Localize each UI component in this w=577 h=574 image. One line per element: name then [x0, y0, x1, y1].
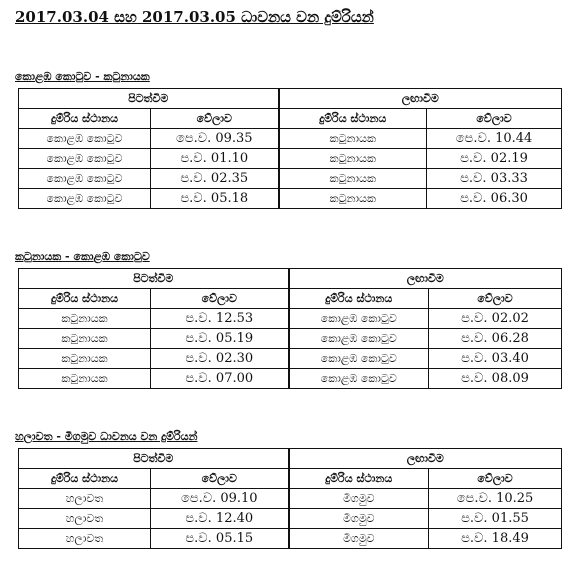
- departure-time: ප.ව. 07.00: [151, 369, 289, 389]
- table-row: [19, 509, 562, 529]
- arrival-header: ලඟාවීම: [289, 449, 562, 469]
- departure-station: හලාවත: [19, 529, 151, 549]
- departure-station: කොළඹ කොටුව: [19, 169, 151, 189]
- departure-time: ප.ව. 05.15: [151, 529, 289, 549]
- table-row: [19, 329, 562, 349]
- table-row: [19, 129, 562, 149]
- arrival-station: කටුනායක: [279, 149, 427, 169]
- arrival-time: ප.ව. 02.02: [429, 309, 562, 329]
- arrival-station: කොළඹ කොටුව: [289, 329, 429, 349]
- station-column-header: දුම්රිය ස්ථානය: [289, 289, 429, 309]
- section-heading-katunayake-colombo: කටුනායක - කොළඹ කොටුව: [15, 250, 150, 263]
- station-column-header: දුම්රිය ස්ථානය: [19, 469, 151, 489]
- arrival-station: කටුනායක: [279, 129, 427, 149]
- arrival-header: ලඟාවීම: [279, 89, 562, 109]
- arrival-time: ප.ව. 02.19: [427, 149, 562, 169]
- station-column-header: දුම්රිය ස්ථානය: [289, 469, 429, 489]
- timetable-colombo-katunayake: [18, 88, 562, 209]
- arrival-time: ප.ව. 03.33: [427, 169, 562, 189]
- time-column-header: වේලාව: [427, 109, 562, 129]
- departure-time: ප.ව. 05.19: [151, 329, 289, 349]
- page-title: 2017.03.04 සහ 2017.03.05 ධාවනය වන දුම්රියන්: [15, 8, 374, 26]
- departure-station: කටුනායක: [19, 369, 151, 389]
- time-column-header: වේලාව: [151, 289, 289, 309]
- arrival-header: ලඟාවීම: [289, 269, 562, 289]
- table-row: [19, 149, 562, 169]
- section-heading-halawatha-negombo: හලාවත - මීගමුව ධාවනය වන දුම්රියන්: [15, 430, 198, 443]
- table-row: [19, 189, 562, 209]
- arrival-time: ප.ව. 01.55: [429, 509, 562, 529]
- arrival-time: ප.ව. 08.09: [429, 369, 562, 389]
- departure-station: කටුනායක: [19, 349, 151, 369]
- departure-station: කොළඹ කොටුව: [19, 189, 151, 209]
- departure-time: පෙ.ව. 09.35: [151, 129, 279, 149]
- table-row: [19, 169, 562, 189]
- arrival-station: කොළඹ කොටුව: [289, 369, 429, 389]
- table-row: [19, 369, 562, 389]
- departure-station: කටුනායක: [19, 309, 151, 329]
- table-row: [19, 529, 562, 549]
- departure-header: පිටත්වීම: [19, 449, 289, 469]
- arrival-station: කටුනායක: [279, 189, 427, 209]
- arrival-station: කොළඹ කොටුව: [289, 309, 429, 329]
- arrival-station: මීගමුව: [289, 529, 429, 549]
- arrival-time: ප.ව. 06.30: [427, 189, 562, 209]
- section-heading-colombo-katunayake: කොළඹ කොටුව - කටුනායක: [15, 70, 150, 83]
- departure-time: ප.ව. 05.18: [151, 189, 279, 209]
- arrival-station: මීගමුව: [289, 509, 429, 529]
- departure-time: ප.ව. 01.10: [151, 149, 279, 169]
- arrival-time: පෙ.ව. 10.25: [429, 489, 562, 509]
- departure-station: කොළඹ කොටුව: [19, 129, 151, 149]
- departure-station: කොළඹ කොටුව: [19, 149, 151, 169]
- station-column-header: දුම්රිය ස්ථානය: [19, 109, 151, 129]
- departure-station: හලාවත: [19, 489, 151, 509]
- departure-header: පිටත්වීම: [19, 89, 279, 109]
- departure-time: ප.ව. 12.53: [151, 309, 289, 329]
- time-column-header: වේලාව: [429, 469, 562, 489]
- arrival-time: ප.ව. 03.40: [429, 349, 562, 369]
- timetable-katunayake-colombo: [18, 268, 562, 389]
- arrival-station: කොළඹ කොටුව: [289, 349, 429, 369]
- departure-time: ප.ව. 12.40: [151, 509, 289, 529]
- timetable-halawatha-negombo: [18, 448, 562, 549]
- station-column-header: දුම්රිය ස්ථානය: [279, 109, 427, 129]
- departure-station: කටුනායක: [19, 329, 151, 349]
- arrival-station: මීගමුව: [289, 489, 429, 509]
- departure-time: ප.ව. 02.30: [151, 349, 289, 369]
- departure-header: පිටත්වීම: [19, 269, 289, 289]
- arrival-station: කටුනායක: [279, 169, 427, 189]
- table-row: [19, 349, 562, 369]
- arrival-time: ප.ව. 06.28: [429, 329, 562, 349]
- table-row: [19, 309, 562, 329]
- time-column-header: වේලාව: [151, 469, 289, 489]
- arrival-time: පෙ.ව. 10.44: [427, 129, 562, 149]
- time-column-header: වේලාව: [151, 109, 279, 129]
- station-column-header: දුම්රිය ස්ථානය: [19, 289, 151, 309]
- departure-time: ප.ව. 02.35: [151, 169, 279, 189]
- departure-station: හලාවත: [19, 509, 151, 529]
- time-column-header: වේලාව: [429, 289, 562, 309]
- departure-time: පෙ.ව. 09.10: [151, 489, 289, 509]
- table-row: [19, 489, 562, 509]
- arrival-time: ප.ව. 18.49: [429, 529, 562, 549]
